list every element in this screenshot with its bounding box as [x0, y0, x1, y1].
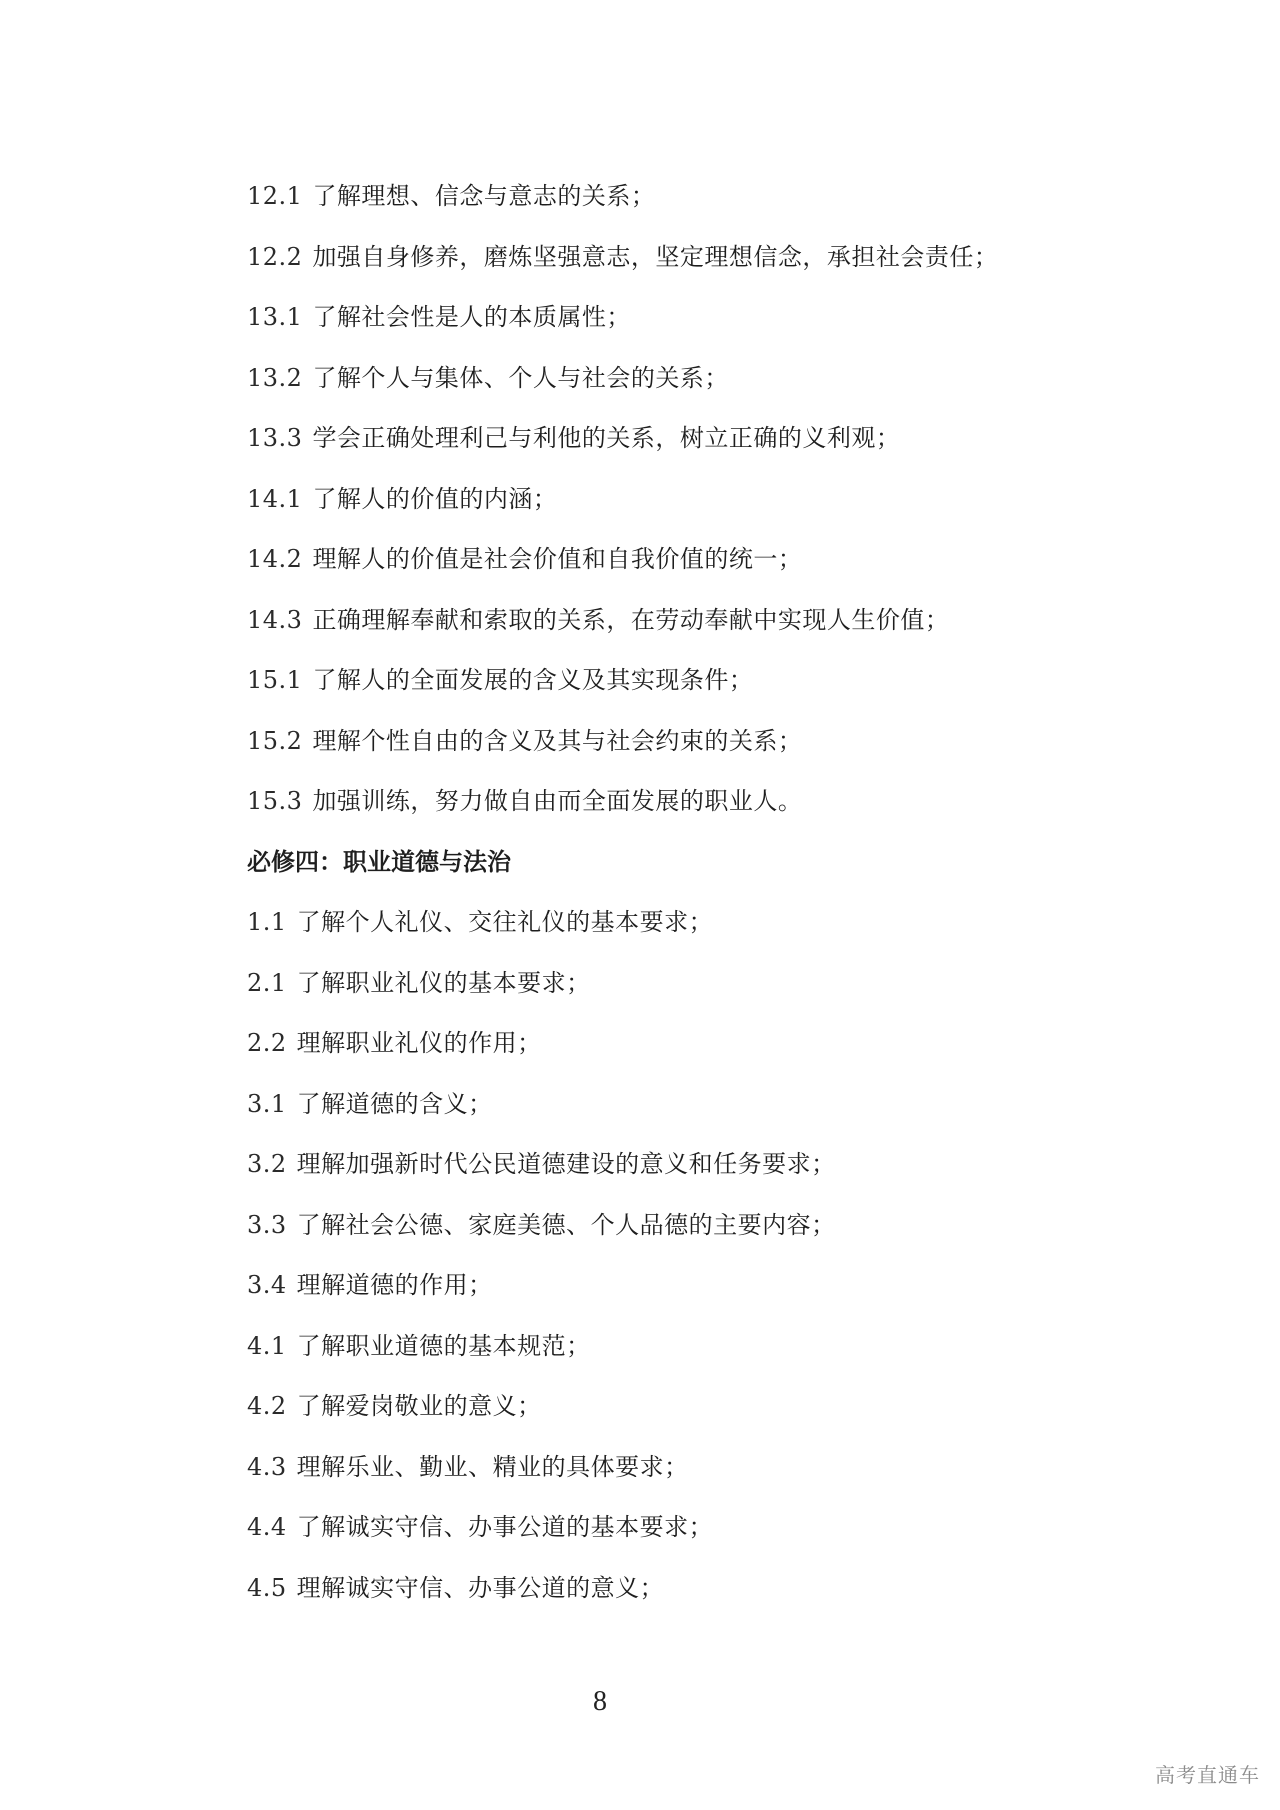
- item-number: 15.2: [247, 726, 303, 755]
- page-content: [247, 176, 1107, 1628]
- list-item: [247, 418, 1107, 479]
- item-text: 理解个性自由的含义及其与社会约束的关系；: [312, 726, 803, 755]
- list-item: [247, 297, 1107, 358]
- item-number: 4.5: [247, 1573, 287, 1602]
- item-text: 学会正确处理利己与利他的关系，树立正确的义利观；: [312, 424, 901, 452]
- item-number: 3.2: [247, 1150, 287, 1178]
- objectives-list-a: [247, 176, 1107, 842]
- item-text: 正确理解奉献和索取的关系，在劳动奉献中实现人生价值；: [312, 605, 950, 634]
- item-text: 了解理想、信念与意志的关系；: [312, 182, 656, 210]
- item-text: 理解乐业、勤业、精业的具体要求；: [296, 1452, 689, 1481]
- item-text: 了解人的价值的内涵；: [312, 484, 558, 513]
- list-item: [247, 1084, 1107, 1145]
- item-text: 了解个人与集体、个人与社会的关系；: [312, 363, 729, 392]
- item-text: 加强自身修养，磨炼坚强意志，坚定理想信念，承担社会责任；: [312, 242, 999, 271]
- item-text: 了解职业道德的基本规范；: [296, 1331, 591, 1360]
- objectives-list-b: [247, 902, 1107, 1628]
- list-item: [247, 781, 1107, 842]
- item-text: 了解道德的含义；: [296, 1089, 493, 1118]
- item-text: 理解职业礼仪的作用；: [296, 1029, 542, 1057]
- list-item: [247, 1386, 1107, 1447]
- item-number: 12.1: [247, 182, 303, 210]
- item-text: 了解人的全面发展的含义及其实现条件；: [312, 666, 754, 694]
- item-number: 12.2: [247, 242, 303, 271]
- item-text: 了解社会性是人的本质属性；: [312, 303, 631, 331]
- item-number: 2.1: [247, 968, 287, 997]
- list-item: [247, 1568, 1107, 1629]
- item-number: 14.1: [247, 484, 303, 513]
- section-heading: 必修四：职业道德与法治: [247, 847, 511, 876]
- list-item: [247, 479, 1107, 540]
- item-number: 2.2: [247, 1029, 287, 1057]
- item-number: 3.4: [247, 1271, 287, 1299]
- item-text: 加强训练，努力做自由而全面发展的职业人。: [312, 787, 803, 815]
- watermark: 高考直通车: [1155, 1763, 1260, 1787]
- item-number: 4.4: [247, 1513, 287, 1541]
- item-number: 4.3: [247, 1452, 287, 1481]
- item-text: 了解个人礼仪、交往礼仪的基本要求；: [296, 908, 714, 936]
- item-number: 14.2: [247, 545, 303, 573]
- list-item: [247, 1265, 1107, 1326]
- item-number: 3.1: [247, 1089, 287, 1118]
- list-item: [247, 1507, 1107, 1568]
- list-item: [247, 237, 1107, 298]
- list-item: [247, 963, 1107, 1024]
- list-item: [247, 600, 1107, 661]
- page-number: 8: [593, 1686, 607, 1717]
- list-item: [247, 1144, 1107, 1205]
- item-number: 13.1: [247, 303, 303, 331]
- item-number: 4.2: [247, 1392, 287, 1420]
- item-text: 了解职业礼仪的基本要求；: [296, 968, 591, 997]
- item-number: 4.1: [247, 1331, 287, 1360]
- list-item: [247, 1326, 1107, 1387]
- item-text: 理解人的价值是社会价值和自我价值的统一；: [312, 545, 803, 573]
- item-number: 3.3: [247, 1210, 287, 1239]
- item-text: 理解诚实守信、办事公道的意义；: [296, 1573, 665, 1602]
- list-item: [247, 176, 1107, 237]
- list-item: [247, 902, 1107, 963]
- item-number: 13.3: [247, 424, 303, 452]
- item-number: 13.2: [247, 363, 303, 392]
- list-item: [247, 660, 1107, 721]
- list-item: [247, 1205, 1107, 1266]
- item-text: 理解加强新时代公民道德建设的意义和任务要求；: [296, 1150, 836, 1178]
- item-text: 理解道德的作用；: [296, 1271, 493, 1299]
- item-text: 了解社会公德、家庭美德、个人品德的主要内容；: [296, 1210, 836, 1239]
- item-text: 了解爱岗敬业的意义；: [296, 1392, 542, 1420]
- item-number: 15.1: [247, 666, 303, 694]
- item-number: 1.1: [247, 908, 287, 936]
- item-number: 14.3: [247, 605, 303, 634]
- list-item: [247, 721, 1107, 782]
- list-item: [247, 539, 1107, 600]
- item-text: 了解诚实守信、办事公道的基本要求；: [296, 1513, 714, 1541]
- list-item: [247, 1023, 1107, 1084]
- list-item: [247, 1447, 1107, 1508]
- list-item: [247, 358, 1107, 419]
- item-number: 15.3: [247, 787, 303, 815]
